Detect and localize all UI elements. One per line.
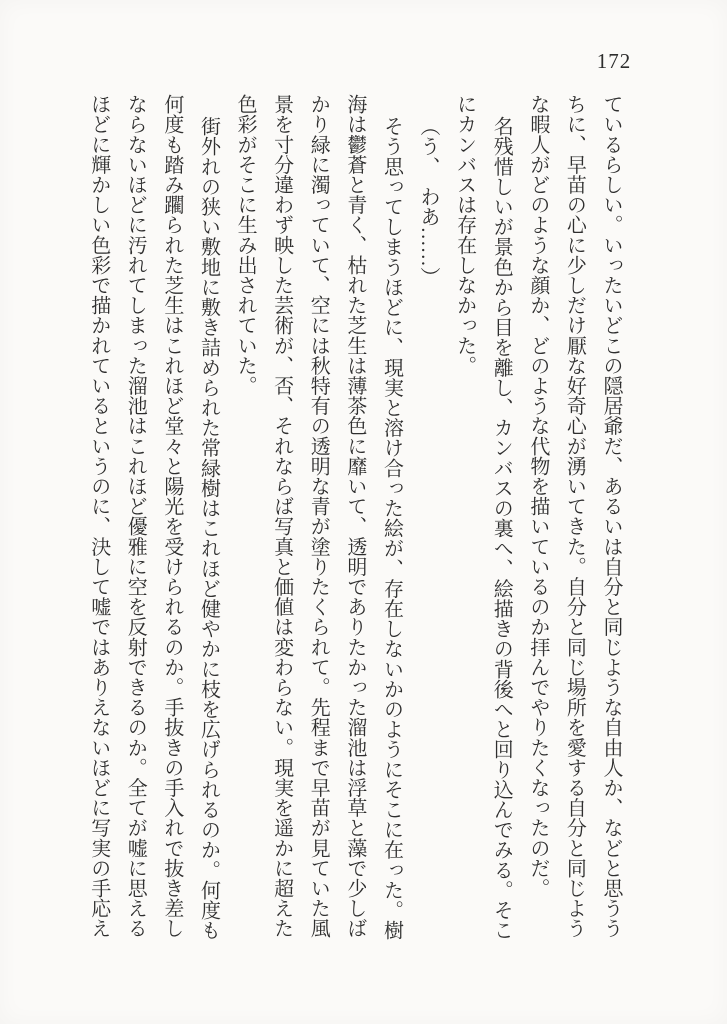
paragraph: ているらしい。いったいどこの隠居爺だ、あるいは自分と同じような自由人か、などと思ううちに、早苗の心に少しだけ厭な好奇心が湧いてきた。自分と同じ場所を愛する自分と同じような暇人がどのような顔か、どのような代物を描いているのか拝んでやりたくなったのだ。 xyxy=(526,94,622,939)
paragraph: そう思ってしまうほどに、現実と溶け合った絵が、存在しないかのようにそこに在った。樹海は鬱蒼と青く、枯れた芝生は薄茶色に靡いて、透明でありたかった溜池は浮草と藻で少しばかり緑に濁っていて、空には秋特有の透明な青が塗りたくられて。先程まで早苗が見ていた風景を寸分違わず映した芸術が、否、それならば写真と価値は変わらない。現実を遥かに超えた色彩がそこに生み出されていた。 xyxy=(234,94,403,941)
paragraph: 名残惜しいが景色から目を離し、カンバスの裏へ、絵描きの背後へと回り込んでみる。そこにカンバスは存在しなかった。 xyxy=(453,94,513,941)
paragraph-inner-monologue: （う、 わあ……） xyxy=(417,116,440,287)
page-text xyxy=(79,94,629,942)
page-number: 172 xyxy=(596,49,632,73)
paragraph: 街外れの狭い敷地に敷き詰められた常緑樹はこれほど健やかに枝を広げられるのか。何度も何度も踏み躙られた芝生はこれほど堂々と陽光を受けられるのか。手抜きの手入れで抜き差しならないほどに汚れてしまった溜池はこれほど優雅に空を反射できるのか。全てが嘘に思えるほどに輝かしい色彩で描かれているというのに、決して嘘ではありえないほどに写実の手応え xyxy=(87,94,220,941)
